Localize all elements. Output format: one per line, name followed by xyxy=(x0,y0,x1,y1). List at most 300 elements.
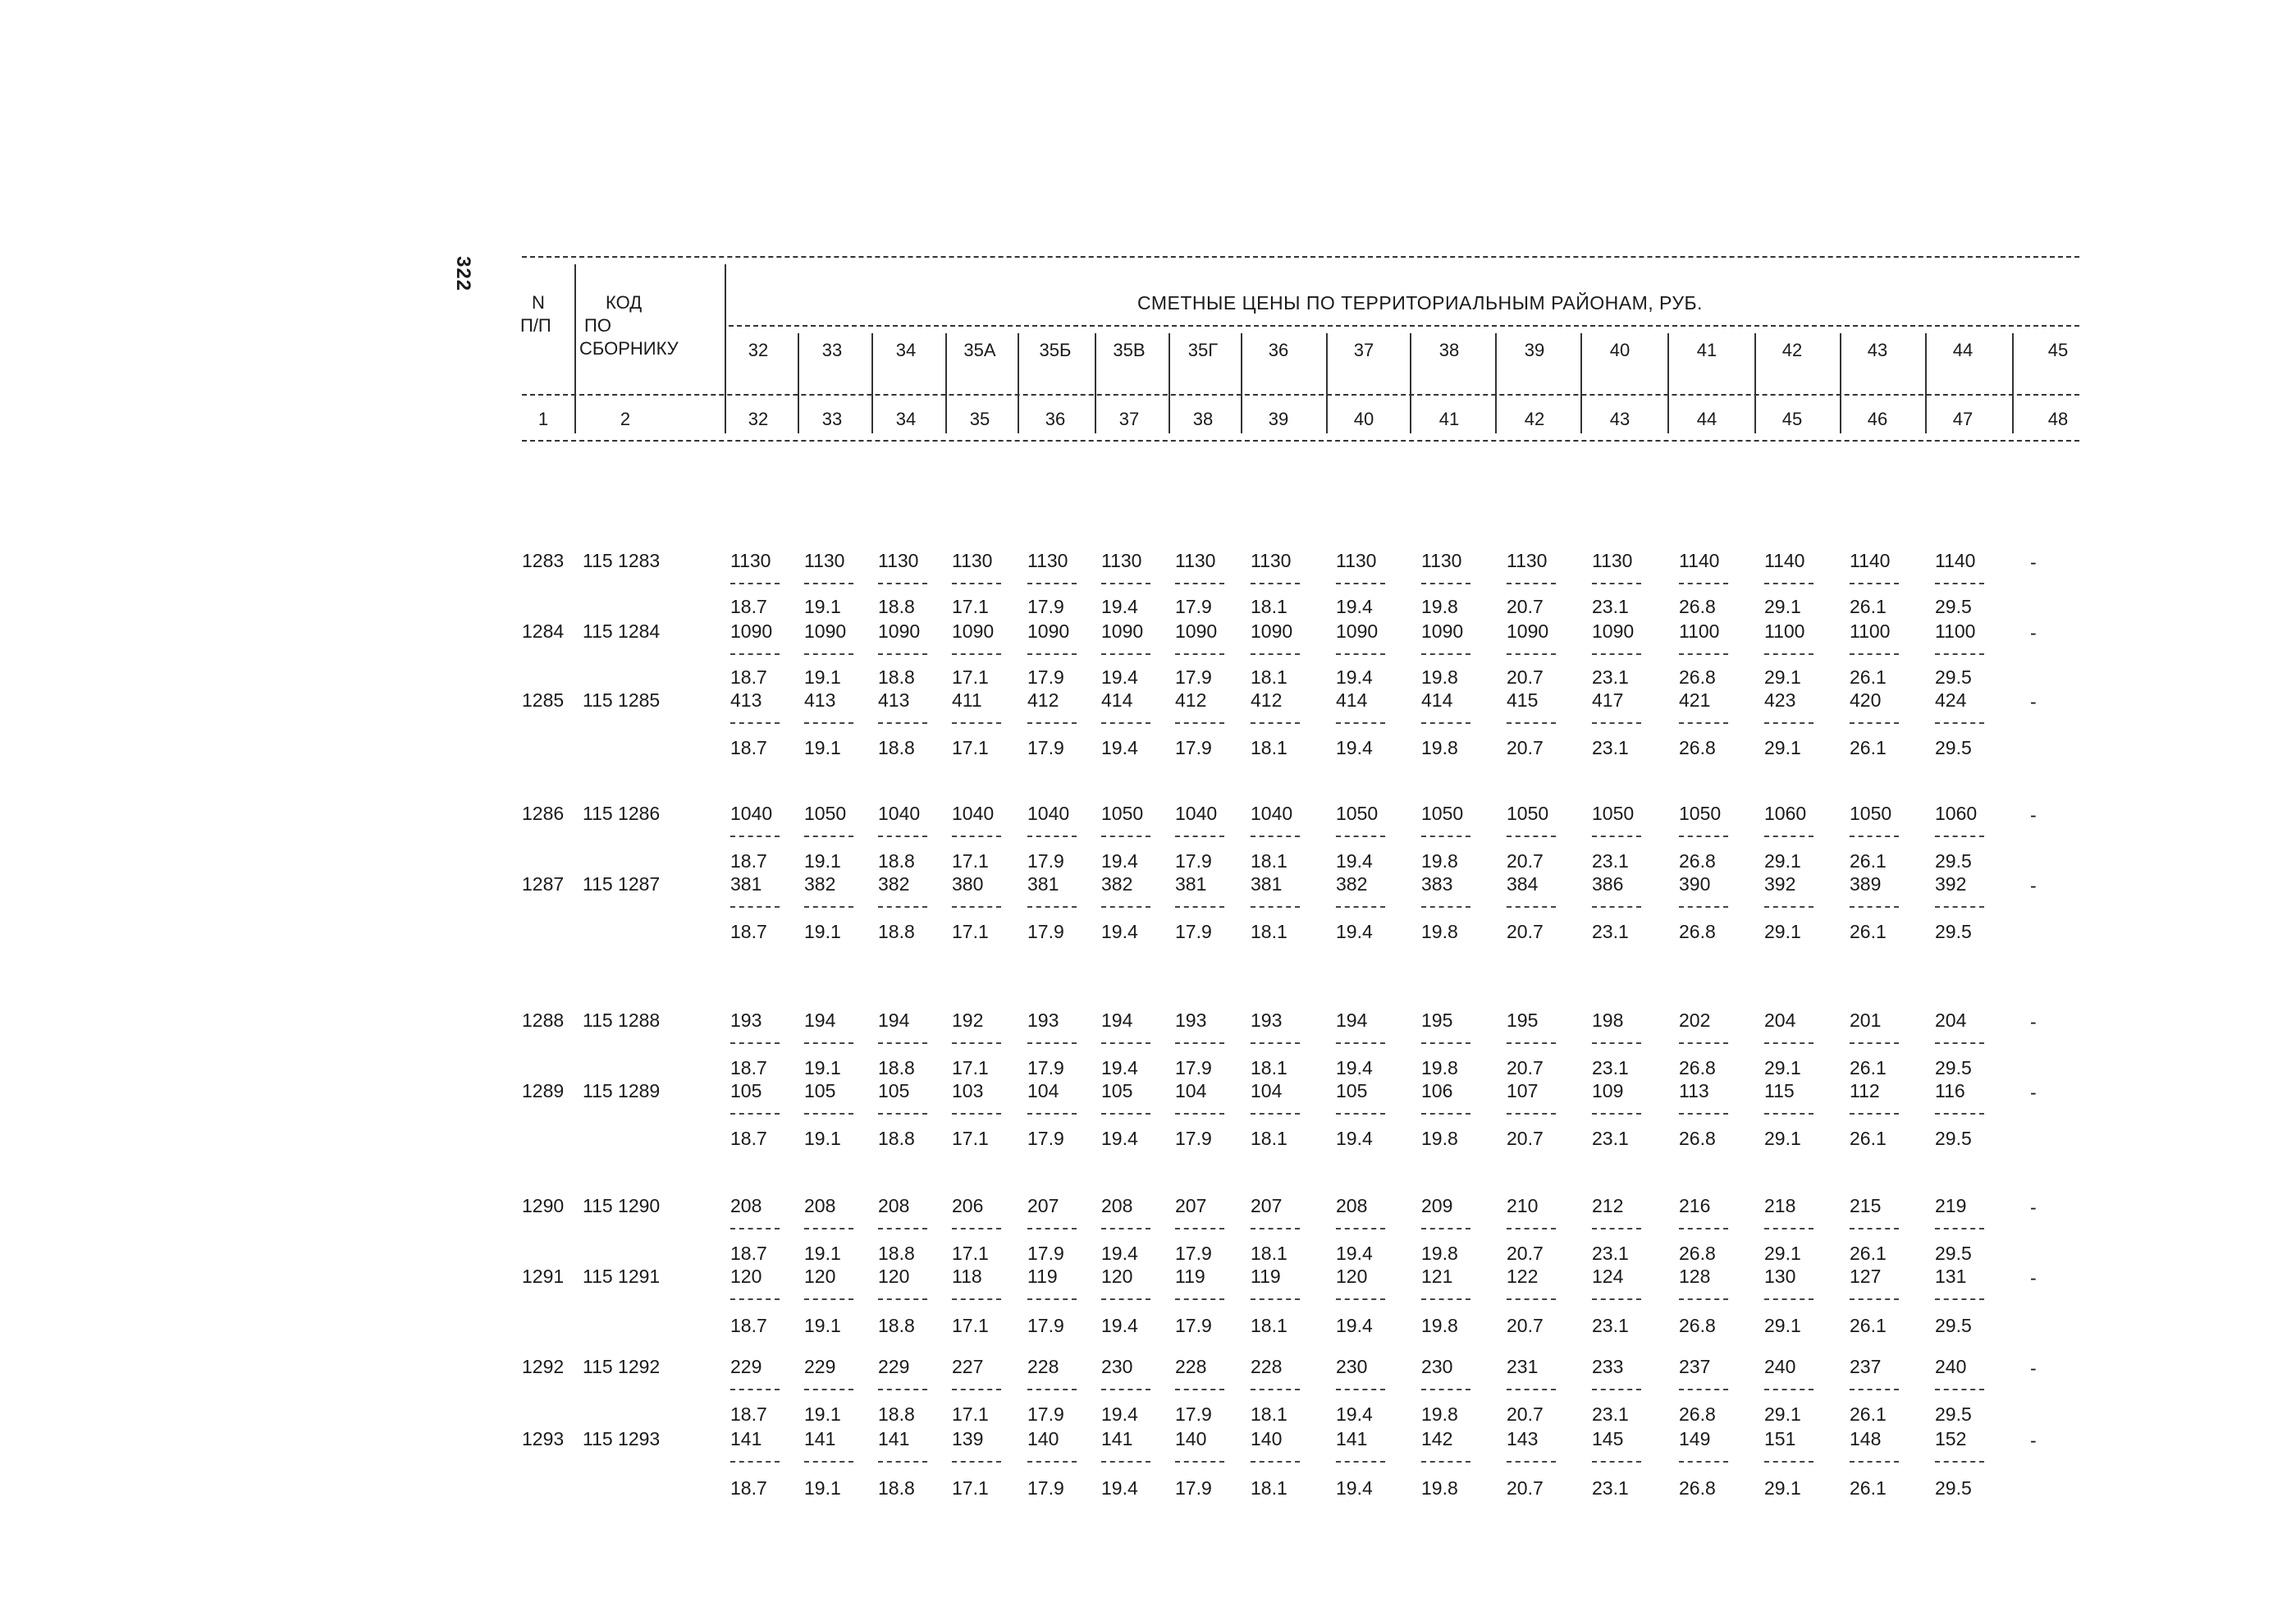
fraction-rule xyxy=(1251,906,1300,908)
price-cell: 1050 xyxy=(1592,803,1635,824)
coefficient-cell: 23.1 xyxy=(1592,850,1629,872)
district-45-value: - xyxy=(2030,1197,2037,1218)
price-cell: 120 xyxy=(730,1266,762,1287)
fraction-rule xyxy=(878,583,927,584)
fraction-rule xyxy=(878,1298,927,1300)
fraction-rule xyxy=(804,1228,853,1229)
fraction-rule xyxy=(730,583,780,584)
price-cell: 1130 xyxy=(1421,550,1462,571)
price-cell: 218 xyxy=(1764,1195,1796,1216)
coefficient-cell: 19.4 xyxy=(1101,596,1138,617)
price-cell: 413 xyxy=(804,689,836,711)
coefficient-cell: 17.1 xyxy=(952,666,989,688)
coefficient-cell: 19.4 xyxy=(1101,921,1138,942)
coefficient-cell: 29.5 xyxy=(1935,1128,1972,1149)
price-cell: 208 xyxy=(1336,1195,1368,1216)
district-label: 35В xyxy=(1113,340,1146,360)
fraction-rule xyxy=(1764,1228,1813,1229)
price-cell: 1130 xyxy=(1592,550,1633,571)
fraction-rule xyxy=(730,722,780,724)
coefficient-cell: 19.4 xyxy=(1101,737,1138,758)
coefficient-cell: 18.7 xyxy=(730,1243,767,1264)
fraction-rule xyxy=(1251,1389,1300,1390)
fraction-rule xyxy=(1592,1298,1641,1300)
col2-label-line3: СБОРНИКУ xyxy=(579,338,679,359)
fraction-rule xyxy=(1101,1389,1150,1390)
coefficient-cell: 19.4 xyxy=(1101,850,1138,872)
coefficient-cell: 20.7 xyxy=(1507,850,1544,872)
coefficient-cell: 19.1 xyxy=(804,921,841,942)
row-number: 1288 xyxy=(522,1010,565,1031)
fraction-rule xyxy=(1850,1228,1899,1229)
coefficient-cell: 18.7 xyxy=(730,666,767,688)
coefficient-cell: 17.9 xyxy=(1175,921,1212,942)
row-number: 1293 xyxy=(522,1428,565,1449)
coefficient-cell: 19.4 xyxy=(1336,666,1373,688)
price-cell: 145 xyxy=(1592,1428,1624,1449)
district-45-value: - xyxy=(2030,691,2037,712)
price-cell: 413 xyxy=(730,689,762,711)
fraction-rule xyxy=(1507,583,1556,584)
col1-label-line1: N xyxy=(532,292,545,313)
fraction-rule xyxy=(1101,1461,1150,1463)
district-45-value: - xyxy=(2030,552,2037,573)
coefficient-cell: 23.1 xyxy=(1592,1403,1629,1425)
price-cell: 381 xyxy=(730,873,762,895)
district-45-value: - xyxy=(2030,1430,2037,1451)
fraction-rule xyxy=(804,1461,853,1463)
fraction-rule xyxy=(1251,583,1300,584)
district-label: 39 xyxy=(1524,340,1545,360)
fraction-rule xyxy=(1764,1389,1813,1390)
price-cell: 230 xyxy=(1101,1356,1133,1377)
price-cell: 229 xyxy=(878,1356,910,1377)
price-cell: 1090 xyxy=(878,620,921,642)
coefficient-cell: 19.4 xyxy=(1101,1128,1138,1149)
fraction-rule xyxy=(1101,583,1150,584)
price-cell: 231 xyxy=(1507,1356,1539,1377)
fraction-rule xyxy=(1027,1461,1077,1463)
district-label: 36 xyxy=(1268,340,1289,360)
column-number: 38 xyxy=(1192,409,1214,429)
price-cell: 1090 xyxy=(1175,620,1218,642)
fraction-rule xyxy=(1507,1389,1556,1390)
fraction-rule xyxy=(1027,583,1077,584)
price-cell: 152 xyxy=(1935,1428,1967,1449)
fraction-rule xyxy=(1336,1298,1385,1300)
fraction-rule xyxy=(730,1461,780,1463)
fraction-rule xyxy=(1507,1461,1556,1463)
price-cell: 121 xyxy=(1421,1266,1453,1287)
coefficient-cell: 18.8 xyxy=(878,1403,915,1425)
price-cell: 1130 xyxy=(1251,550,1292,571)
price-cell: 228 xyxy=(1251,1356,1283,1377)
column-number: 32 xyxy=(748,409,769,429)
price-cell: 1100 xyxy=(1850,620,1891,642)
fraction-rule xyxy=(1421,836,1470,837)
fraction-rule xyxy=(878,722,927,724)
price-cell: 382 xyxy=(1101,873,1133,895)
price-cell: 380 xyxy=(952,873,984,895)
fraction-rule xyxy=(1507,906,1556,908)
fraction-rule xyxy=(1251,1298,1300,1300)
fraction-rule xyxy=(1175,653,1224,655)
fraction-rule xyxy=(1421,1298,1470,1300)
fraction-rule xyxy=(952,1389,1001,1390)
price-cell: 128 xyxy=(1679,1266,1711,1287)
coefficient-cell: 17.9 xyxy=(1027,921,1064,942)
price-cell: 1100 xyxy=(1679,620,1720,642)
price-cell: 423 xyxy=(1764,689,1796,711)
price-cell: 194 xyxy=(878,1010,910,1031)
fraction-rule xyxy=(1027,1298,1077,1300)
fraction-rule xyxy=(1421,1113,1470,1115)
fraction-rule xyxy=(1175,906,1224,908)
coefficient-cell: 29.1 xyxy=(1764,737,1801,758)
district-label: 35А xyxy=(963,340,996,360)
fraction-rule xyxy=(1421,583,1470,584)
price-cell: 420 xyxy=(1850,689,1882,711)
fraction-rule xyxy=(1764,1113,1813,1115)
price-cell: 227 xyxy=(952,1356,984,1377)
coefficient-cell: 23.1 xyxy=(1592,666,1629,688)
fraction-rule xyxy=(1592,1228,1641,1229)
fraction-rule xyxy=(1507,1042,1556,1044)
fraction-rule xyxy=(1101,836,1150,837)
price-cell: 424 xyxy=(1935,689,1967,711)
coefficient-cell: 29.5 xyxy=(1935,596,1972,617)
fraction-rule xyxy=(1507,722,1556,724)
price-cell: 107 xyxy=(1507,1080,1539,1101)
coefficient-cell: 19.4 xyxy=(1336,850,1373,872)
col1-label-line2: П/П xyxy=(520,315,551,336)
price-cell: 1100 xyxy=(1764,620,1805,642)
fraction-rule xyxy=(1592,583,1641,584)
coefficient-cell: 18.8 xyxy=(878,666,915,688)
coefficient-cell: 18.8 xyxy=(878,1057,915,1078)
coefficient-cell: 20.7 xyxy=(1507,1128,1544,1149)
price-cell: 1050 xyxy=(1421,803,1464,824)
coefficient-cell: 29.5 xyxy=(1935,737,1972,758)
coefficient-cell: 17.1 xyxy=(952,1315,989,1336)
coefficient-cell: 20.7 xyxy=(1507,1057,1544,1078)
price-cell: 105 xyxy=(1101,1080,1133,1101)
fraction-rule xyxy=(1101,906,1150,908)
row-number: 1291 xyxy=(522,1266,565,1287)
price-cell: 237 xyxy=(1679,1356,1711,1377)
fraction-rule xyxy=(1421,1389,1470,1390)
coefficient-cell: 19.4 xyxy=(1336,1315,1373,1336)
coefficient-cell: 17.9 xyxy=(1027,666,1064,688)
fraction-rule xyxy=(1027,653,1077,655)
price-cell: 208 xyxy=(1101,1195,1133,1216)
fraction-rule xyxy=(1764,653,1813,655)
fraction-rule xyxy=(804,1389,853,1390)
coefficient-cell: 19.1 xyxy=(804,1243,841,1264)
column-number: 47 xyxy=(1952,409,1974,429)
coefficient-cell: 19.1 xyxy=(804,1315,841,1336)
fraction-rule xyxy=(952,1228,1001,1229)
fraction-rule xyxy=(1764,1461,1813,1463)
coefficient-cell: 29.5 xyxy=(1935,1057,1972,1078)
price-cell: 141 xyxy=(804,1428,836,1449)
price-cell: 193 xyxy=(730,1010,762,1031)
fraction-rule xyxy=(1592,1461,1641,1463)
price-cell: 1060 xyxy=(1935,803,1978,824)
price-cell: 151 xyxy=(1764,1428,1796,1449)
price-cell: 228 xyxy=(1027,1356,1059,1377)
coefficient-cell: 18.1 xyxy=(1251,737,1287,758)
coefficient-cell: 19.1 xyxy=(804,666,841,688)
district-label: 33 xyxy=(821,340,843,360)
row-number: 1287 xyxy=(522,873,565,895)
coefficient-cell: 29.1 xyxy=(1764,1403,1801,1425)
coefficient-cell: 26.1 xyxy=(1850,1128,1887,1149)
coefficient-cell: 19.1 xyxy=(804,1477,841,1499)
fraction-rule xyxy=(1336,1113,1385,1115)
fraction-rule xyxy=(952,653,1001,655)
coefficient-cell: 17.9 xyxy=(1027,1128,1064,1149)
row-code: 115 1284 xyxy=(583,620,661,642)
district-label: 43 xyxy=(1867,340,1888,360)
fraction-rule xyxy=(952,906,1001,908)
fraction-rule xyxy=(1251,1042,1300,1044)
coefficient-cell: 26.8 xyxy=(1679,850,1716,872)
fraction-rule xyxy=(1507,836,1556,837)
coefficient-cell: 17.1 xyxy=(952,1403,989,1425)
price-cell: 140 xyxy=(1027,1428,1059,1449)
price-cell: 115 xyxy=(1764,1080,1795,1101)
fraction-rule xyxy=(878,653,927,655)
fraction-rule xyxy=(1336,583,1385,584)
fraction-rule xyxy=(1507,653,1556,655)
price-cell: 139 xyxy=(952,1428,984,1449)
price-cell: 1040 xyxy=(730,803,773,824)
coefficient-cell: 18.1 xyxy=(1251,921,1287,942)
price-cell: 1040 xyxy=(1175,803,1218,824)
fraction-rule xyxy=(1850,1042,1899,1044)
fraction-rule xyxy=(1027,1113,1077,1115)
fraction-rule xyxy=(730,1298,780,1300)
column-number: 34 xyxy=(895,409,917,429)
price-cell: 116 xyxy=(1935,1080,1965,1101)
fraction-rule xyxy=(1764,1298,1813,1300)
price-cell: 421 xyxy=(1679,689,1711,711)
fraction-rule xyxy=(1592,1389,1641,1390)
coefficient-cell: 17.9 xyxy=(1175,850,1212,872)
district-label: 42 xyxy=(1781,340,1803,360)
fraction-rule xyxy=(804,1113,853,1115)
fraction-rule xyxy=(1251,653,1300,655)
fraction-rule xyxy=(730,1389,780,1390)
district-45-value: - xyxy=(2030,1267,2037,1289)
coefficient-cell: 19.8 xyxy=(1421,1057,1458,1078)
coefficient-cell: 26.8 xyxy=(1679,737,1716,758)
price-cell: 1050 xyxy=(1850,803,1892,824)
coefficient-cell: 18.7 xyxy=(730,737,767,758)
coefficient-cell: 29.1 xyxy=(1764,1128,1801,1149)
price-cell: 1050 xyxy=(804,803,847,824)
coefficient-cell: 26.8 xyxy=(1679,1057,1716,1078)
price-cell: 383 xyxy=(1421,873,1453,895)
price-cell: 1090 xyxy=(1336,620,1379,642)
coefficient-cell: 29.5 xyxy=(1935,1315,1972,1336)
column-number: 37 xyxy=(1118,409,1140,429)
price-cell: 412 xyxy=(1251,689,1283,711)
fraction-rule xyxy=(952,722,1001,724)
coefficient-cell: 29.5 xyxy=(1935,666,1972,688)
coefficient-cell: 18.7 xyxy=(730,1477,767,1499)
fraction-rule xyxy=(1592,653,1641,655)
column-number: 35 xyxy=(969,409,990,429)
price-cell: 1140 xyxy=(1850,550,1891,571)
price-cell: 202 xyxy=(1679,1010,1711,1031)
column-number: 33 xyxy=(821,409,843,429)
fraction-rule xyxy=(1850,1461,1899,1463)
price-cell: 411 xyxy=(952,689,982,711)
fraction-rule xyxy=(878,1461,927,1463)
coefficient-cell: 29.1 xyxy=(1764,921,1801,942)
coefficient-cell: 26.1 xyxy=(1850,737,1887,758)
price-cell: 384 xyxy=(1507,873,1539,895)
fraction-rule xyxy=(1027,722,1077,724)
coefficient-cell: 19.1 xyxy=(804,737,841,758)
fraction-rule xyxy=(1592,1113,1641,1115)
fraction-rule xyxy=(952,1298,1001,1300)
fraction-rule xyxy=(1027,1389,1077,1390)
coefficient-cell: 29.5 xyxy=(1935,1243,1972,1264)
coefficient-cell: 17.9 xyxy=(1175,1477,1212,1499)
price-cell: 207 xyxy=(1251,1195,1283,1216)
table-title: СМЕТНЫЕ ЦЕНЫ ПО ТЕРРИТОРИАЛЬНЫМ РАЙОНАМ, РУБ. xyxy=(1137,292,1703,314)
price-cell: 415 xyxy=(1507,689,1539,711)
coefficient-cell: 29.1 xyxy=(1764,850,1801,872)
price-cell: 1130 xyxy=(1507,550,1548,571)
price-cell: 124 xyxy=(1592,1266,1624,1287)
coefficient-cell: 20.7 xyxy=(1507,1403,1544,1425)
coefficient-cell: 18.1 xyxy=(1251,1315,1287,1336)
coefficient-cell: 17.1 xyxy=(952,1243,989,1264)
coefficient-cell: 19.8 xyxy=(1421,1243,1458,1264)
price-cell: 1130 xyxy=(1336,550,1377,571)
price-cell: 237 xyxy=(1850,1356,1882,1377)
price-cell: 1050 xyxy=(1507,803,1549,824)
fraction-rule xyxy=(878,906,927,908)
price-cell: 208 xyxy=(804,1195,836,1216)
coefficient-cell: 17.9 xyxy=(1175,1128,1212,1149)
district-label: 37 xyxy=(1353,340,1374,360)
fraction-rule xyxy=(1679,1389,1728,1390)
coefficient-cell: 26.8 xyxy=(1679,666,1716,688)
price-cell: 1130 xyxy=(878,550,919,571)
fraction-rule xyxy=(1935,1228,1984,1229)
coefficient-cell: 18.7 xyxy=(730,1057,767,1078)
coefficient-cell: 19.4 xyxy=(1336,1243,1373,1264)
row-code: 115 1285 xyxy=(583,689,661,711)
coefficient-cell: 17.9 xyxy=(1175,1057,1212,1078)
fraction-rule xyxy=(1175,1113,1224,1115)
fraction-rule xyxy=(804,1298,853,1300)
coefficient-cell: 26.1 xyxy=(1850,1315,1887,1336)
fraction-rule xyxy=(1175,722,1224,724)
fraction-rule xyxy=(1679,1228,1728,1229)
coefficient-cell: 19.8 xyxy=(1421,737,1458,758)
price-cell: 1130 xyxy=(1175,550,1216,571)
column-number: 2 xyxy=(620,409,631,429)
fraction-rule xyxy=(952,1461,1001,1463)
price-cell: 142 xyxy=(1421,1428,1453,1449)
coefficient-cell: 26.1 xyxy=(1850,1403,1887,1425)
coefficient-cell: 17.9 xyxy=(1027,1057,1064,1078)
coefficient-cell: 20.7 xyxy=(1507,1315,1544,1336)
row-code: 115 1287 xyxy=(583,873,661,895)
fraction-rule xyxy=(804,836,853,837)
fraction-rule xyxy=(1935,906,1984,908)
price-cell: 118 xyxy=(952,1266,982,1287)
fraction-rule xyxy=(1507,1228,1556,1229)
fraction-rule xyxy=(952,1042,1001,1044)
fraction-rule xyxy=(1421,1228,1470,1229)
price-cell: 127 xyxy=(1850,1266,1882,1287)
district-45-value: - xyxy=(2030,1358,2037,1379)
price-cell: 413 xyxy=(878,689,910,711)
fraction-rule xyxy=(1175,1389,1224,1390)
fraction-rule xyxy=(1935,1298,1984,1300)
coefficient-cell: 23.1 xyxy=(1592,921,1629,942)
row-code: 115 1293 xyxy=(583,1428,661,1449)
coefficient-cell: 18.1 xyxy=(1251,1057,1287,1078)
coefficient-cell: 18.8 xyxy=(878,1128,915,1149)
coefficient-cell: 17.9 xyxy=(1175,666,1212,688)
fraction-rule xyxy=(1850,836,1899,837)
coefficient-cell: 19.4 xyxy=(1336,596,1373,617)
fraction-rule xyxy=(1336,1042,1385,1044)
coefficient-cell: 29.1 xyxy=(1764,1243,1801,1264)
coefficient-cell: 17.9 xyxy=(1027,1403,1064,1425)
price-cell: 412 xyxy=(1175,689,1207,711)
price-cell: 382 xyxy=(1336,873,1368,895)
fraction-rule xyxy=(1507,1113,1556,1115)
district-label: 44 xyxy=(1952,340,1974,360)
row-number: 1286 xyxy=(522,803,565,824)
fraction-rule xyxy=(804,722,853,724)
price-cell: 1090 xyxy=(1592,620,1635,642)
coefficient-cell: 18.8 xyxy=(878,921,915,942)
coefficient-cell: 19.4 xyxy=(1336,1403,1373,1425)
coefficient-cell: 18.7 xyxy=(730,850,767,872)
fraction-rule xyxy=(1251,722,1300,724)
fraction-rule xyxy=(1027,836,1077,837)
fraction-rule xyxy=(1679,1113,1728,1115)
fraction-rule xyxy=(1101,653,1150,655)
fraction-rule xyxy=(1592,1042,1641,1044)
price-cell: 198 xyxy=(1592,1010,1624,1031)
coefficient-cell: 26.8 xyxy=(1679,921,1716,942)
district-45-value: - xyxy=(2030,1011,2037,1033)
coefficient-cell: 19.1 xyxy=(804,596,841,617)
coefficient-cell: 18.7 xyxy=(730,1128,767,1149)
column-number: 44 xyxy=(1696,409,1717,429)
coefficient-cell: 26.1 xyxy=(1850,921,1887,942)
price-cell: 113 xyxy=(1679,1080,1709,1101)
fraction-rule xyxy=(730,906,780,908)
district-label: 34 xyxy=(895,340,917,360)
price-cell: 104 xyxy=(1027,1080,1059,1101)
row-number: 1285 xyxy=(522,689,565,711)
fraction-rule xyxy=(1251,1228,1300,1229)
price-cell: 119 xyxy=(1175,1266,1205,1287)
coefficient-cell: 17.9 xyxy=(1175,1315,1212,1336)
